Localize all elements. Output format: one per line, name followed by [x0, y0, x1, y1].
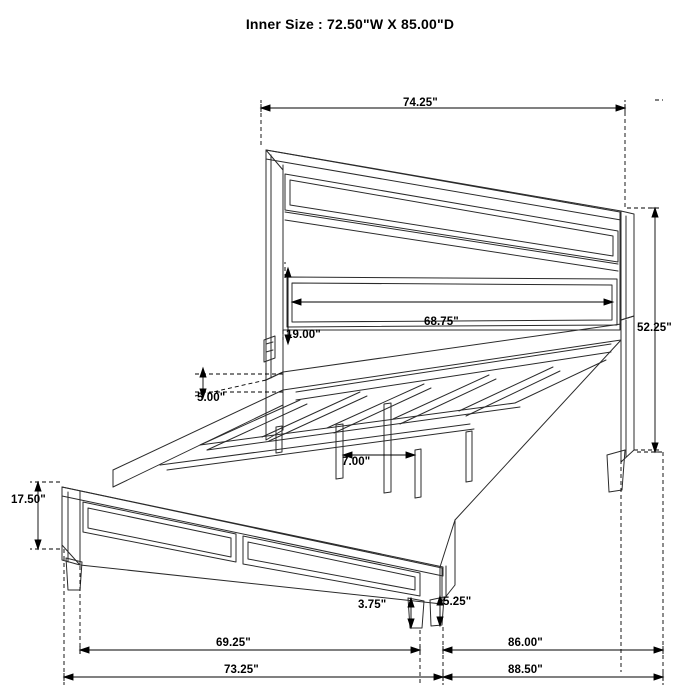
dimension-label-depth-inner: 86.00": [508, 637, 543, 649]
dimension-label-rail-offset: 5.00": [197, 392, 226, 404]
dimension-label-leg-clearance: 3.75": [358, 599, 387, 611]
dimension-label-headboard-panel: 68.75": [424, 316, 459, 328]
footboard-group: [62, 487, 455, 628]
dimension-label-footboard-overall: 73.25": [224, 664, 259, 676]
dimension-label-top-width: 74.25": [403, 97, 438, 109]
bed-frame-group: [113, 316, 634, 520]
dimension-label-headboard-lower: 19.00": [286, 329, 321, 341]
page-title: Inner Size : 72.50"W X 85.00"D: [245, 16, 455, 32]
dimension-label-footboard-height: 17.50": [11, 494, 46, 506]
headboard-group: [266, 150, 634, 380]
dimension-label-right-height: 52.25": [637, 322, 672, 334]
dimension-label-footboard-inner: 69.25": [216, 637, 251, 649]
dimension-label-leg-offset: 5.25": [443, 596, 472, 608]
dimension-label-slat-spacing: 7.00": [342, 456, 371, 468]
dimension-label-depth-overall: 88.50": [508, 664, 543, 676]
